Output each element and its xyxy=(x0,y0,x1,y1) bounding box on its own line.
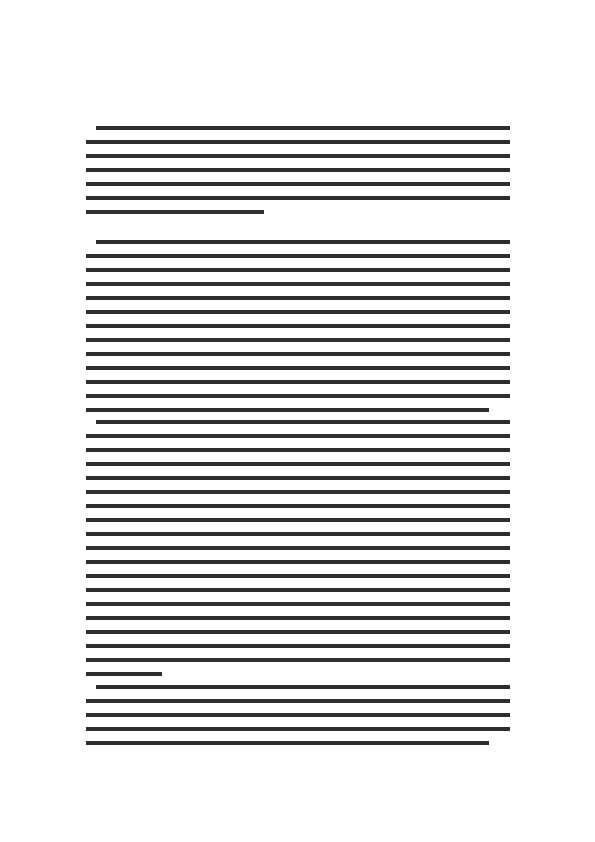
text-line xyxy=(86,448,510,452)
paragraph-3 xyxy=(86,420,510,676)
text-line xyxy=(96,420,510,424)
text-line xyxy=(86,644,510,648)
text-line xyxy=(86,210,264,214)
text-line xyxy=(86,546,510,550)
text-line xyxy=(86,268,510,272)
text-line xyxy=(86,560,510,564)
text-line xyxy=(96,685,510,689)
text-line xyxy=(86,310,510,314)
text-line xyxy=(86,394,510,398)
text-line xyxy=(86,182,510,186)
text-line xyxy=(86,490,510,494)
text-line xyxy=(86,154,510,158)
text-line xyxy=(86,658,510,662)
paragraph-2 xyxy=(86,240,510,412)
text-line xyxy=(86,282,510,286)
text-line xyxy=(86,324,510,328)
text-line xyxy=(86,741,489,745)
text-line xyxy=(86,196,510,200)
text-line xyxy=(86,366,510,370)
text-line xyxy=(86,296,510,300)
text-line xyxy=(86,574,510,578)
text-line xyxy=(86,380,510,384)
text-line xyxy=(86,338,510,342)
text-line xyxy=(86,352,510,356)
text-line xyxy=(86,532,510,536)
text-line xyxy=(86,616,510,620)
text-line xyxy=(86,462,510,466)
text-line xyxy=(86,518,510,522)
text-line xyxy=(86,602,510,606)
text-line xyxy=(86,408,489,412)
paragraph-1 xyxy=(86,126,510,214)
text-line xyxy=(86,476,510,480)
paragraph-4 xyxy=(86,685,510,745)
text-line xyxy=(86,504,510,508)
text-line xyxy=(86,588,510,592)
text-line xyxy=(86,140,510,144)
text-line xyxy=(96,126,510,130)
text-line xyxy=(86,672,162,676)
text-line xyxy=(86,713,510,717)
text-line xyxy=(86,254,510,258)
text-line xyxy=(86,699,510,703)
text-line xyxy=(86,168,510,172)
text-line xyxy=(86,434,510,438)
text-line xyxy=(86,727,510,731)
text-line xyxy=(86,630,510,634)
text-line xyxy=(96,240,510,244)
